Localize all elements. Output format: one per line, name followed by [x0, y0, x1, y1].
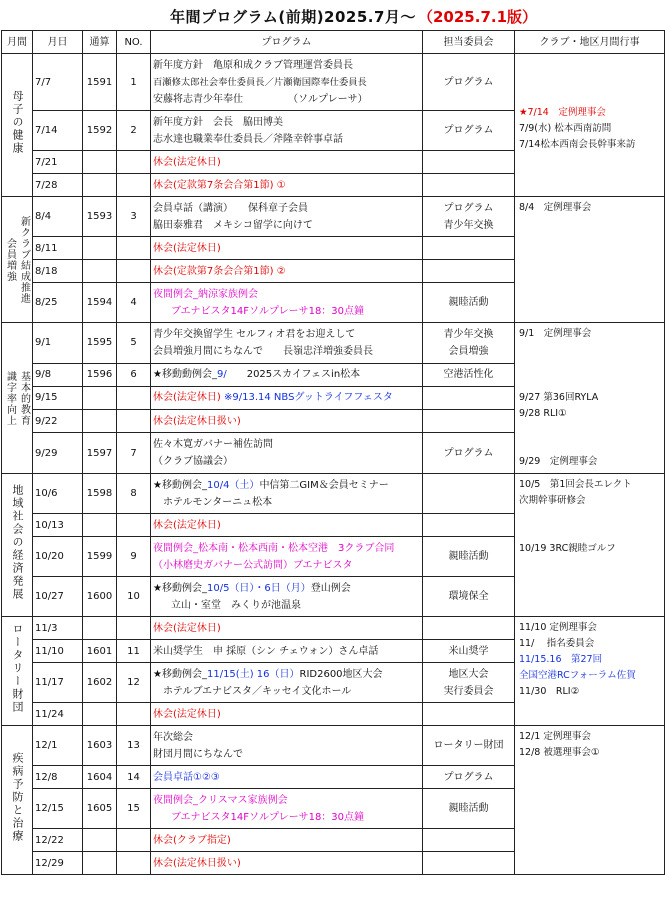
program-line — [153, 580, 420, 597]
program-line: 休会(定款第7条会合第1節) ① — [153, 179, 286, 191]
club-event: 9/28 RLI① — [519, 408, 567, 419]
program-line: 休会(法定休日) — [153, 622, 221, 634]
club-event: 10/19 3RC親睦ゴルフ — [519, 543, 616, 554]
header-no: NO. — [117, 31, 151, 54]
no-cell: 13 — [117, 726, 151, 766]
no-cell: 14 — [117, 766, 151, 789]
program-text: ★移動例会_ — [153, 582, 207, 594]
date-cell: 12/22 — [33, 829, 83, 852]
committee-cell — [423, 323, 515, 364]
total-cell: 1605 — [83, 789, 117, 829]
program-line: 佐々木寛ガバナー補佐訪問 — [153, 439, 273, 451]
program-line: 新年度方針 会長 脇田博美 — [153, 116, 283, 128]
total-cell: 1601 — [83, 640, 117, 663]
total-cell: 1604 — [83, 766, 117, 789]
club-event: 11/ 指名委員会 — [519, 638, 595, 649]
no-cell: 12 — [117, 663, 151, 703]
program-text: ※9/13.14 NBSグットライフフェスタ — [223, 392, 393, 404]
date-cell: 10/27 — [33, 577, 83, 617]
club-event: 12/8 被選理事会① — [519, 747, 600, 758]
date-cell: 12/15 — [33, 789, 83, 829]
no-cell — [117, 617, 151, 640]
club-event: 11/30 RLI② — [519, 686, 580, 697]
date-cell: 10/13 — [33, 514, 83, 537]
program-cell — [151, 197, 423, 237]
club-event: ★7/14 定例理事会 — [519, 107, 606, 118]
date-cell: 7/21 — [33, 151, 83, 174]
no-cell: 10 — [117, 577, 151, 617]
total-cell: 1597 — [83, 433, 117, 474]
date-cell: 8/11 — [33, 237, 83, 260]
month-theme: 母子の健康 — [11, 90, 24, 155]
month-theme-cell — [2, 726, 33, 875]
total-cell: 1591 — [83, 54, 117, 111]
program-text: 11/15(土) 16（日） — [206, 668, 300, 680]
date-cell: 9/29 — [33, 433, 83, 474]
club-event: 9/27 第36回RYLA — [519, 392, 599, 403]
club-event: 10/5 第1回会長エレクト — [519, 479, 632, 490]
date-cell: 11/3 — [33, 617, 83, 640]
club-event — [519, 374, 660, 390]
program-line: 財団月間にちなんで — [153, 748, 243, 760]
table-row — [2, 197, 665, 237]
date-cell: 7/14 — [33, 111, 83, 151]
program-cell — [151, 617, 423, 640]
program-cell — [151, 363, 423, 386]
program-cell — [151, 577, 423, 617]
program-cell — [151, 111, 423, 151]
date-cell: 11/17 — [33, 663, 83, 703]
committee-name: 空港活性化 — [443, 369, 494, 381]
program-text: 中信第二GIM＆会員セミナー — [259, 479, 389, 491]
club-events-cell — [515, 54, 665, 197]
club-event — [519, 342, 660, 358]
header-club-events: クラブ・地区月間行事 — [515, 31, 665, 54]
program-line — [153, 389, 420, 406]
date-cell: 9/1 — [33, 323, 83, 364]
no-cell: 15 — [117, 789, 151, 829]
program-line: ホテルブエナビスタ／キッセイ文化ホール — [163, 685, 352, 697]
program-cell — [151, 433, 423, 474]
program-text: 休会(法定休日) — [153, 392, 224, 404]
program-text: 2025スカイフェスin松本 — [226, 369, 361, 381]
program-line: 会員卓話（講演） 保科章子会員 — [153, 202, 308, 214]
no-cell: 6 — [117, 363, 151, 386]
no-cell — [117, 829, 151, 852]
committee-name: プログラム — [443, 771, 494, 783]
club-event — [519, 438, 660, 454]
page-header — [0, 0, 665, 30]
date-cell: 9/22 — [33, 410, 83, 433]
club-event: 全国空港RCフォーラム佐賀 — [519, 670, 636, 681]
total-cell — [83, 386, 117, 409]
header-row — [2, 31, 665, 54]
table-row — [2, 54, 665, 111]
date-cell: 12/1 — [33, 726, 83, 766]
program-line: 休会(クラブ指定) — [153, 834, 231, 846]
no-cell — [117, 386, 151, 409]
program-line: 会員増強月間にちなんで 長嶺忠洋増強委員長 — [153, 345, 373, 357]
month-theme-cell — [2, 197, 33, 323]
no-cell — [117, 514, 151, 537]
club-event: 11/15.16 第27回 — [519, 654, 603, 665]
date-cell: 7/7 — [33, 54, 83, 111]
date-cell: 11/10 — [33, 640, 83, 663]
program-cell — [151, 474, 423, 514]
page-title: 年間プログラム(前期)2025.7月～ — [170, 8, 416, 26]
program-line: 夜間例会_クリスマス家族例会 — [153, 794, 288, 806]
date-cell: 11/24 — [33, 703, 83, 726]
date-cell: 8/25 — [33, 283, 83, 323]
committee-name: 親睦活動 — [448, 297, 489, 308]
club-event: 8/4 定例理事会 — [519, 202, 592, 213]
no-cell — [117, 703, 151, 726]
program-cell — [151, 237, 423, 260]
date-cell: 12/29 — [33, 852, 83, 875]
club-event: 次期幹事研修会 — [519, 495, 586, 506]
committee-cell — [423, 151, 515, 174]
club-event — [519, 509, 660, 525]
month-theme: ロータリー財団 — [11, 623, 24, 714]
month-theme: 基本的教育 — [18, 370, 30, 426]
header-month: 月間 — [2, 31, 33, 54]
program-cell — [151, 260, 423, 283]
program-cell — [151, 703, 423, 726]
club-event — [519, 89, 660, 105]
committee-cell — [423, 283, 515, 323]
total-cell — [83, 617, 117, 640]
committee-cell — [423, 617, 515, 640]
month-theme-cell — [2, 54, 33, 197]
no-cell — [117, 174, 151, 197]
total-cell: 1594 — [83, 283, 117, 323]
committee-cell — [423, 829, 515, 852]
program-line: 休会(法定休日) — [153, 242, 221, 254]
program-cell — [151, 640, 423, 663]
total-cell: 1592 — [83, 111, 117, 151]
committee-cell — [423, 766, 515, 789]
month-theme: 地域社会の経済発展 — [11, 484, 24, 601]
program-cell — [151, 386, 423, 409]
no-cell — [117, 410, 151, 433]
header-program: プログラム — [151, 31, 423, 54]
program-line: 志水達也職業奉仕委員長／斧隆幸幹事卓話 — [153, 133, 343, 145]
no-cell: 2 — [117, 111, 151, 151]
total-cell — [83, 703, 117, 726]
program-line: 休会(法定休日) — [153, 156, 221, 168]
committee-cell — [423, 703, 515, 726]
no-cell — [117, 151, 151, 174]
committee-name: 青少年交換 — [443, 328, 494, 340]
total-cell: 1596 — [83, 363, 117, 386]
program-line: 安藤将志青少年奉仕 （ソルプレーサ） — [153, 93, 368, 105]
program-line: （クラブ協議会） — [153, 456, 233, 468]
month-theme-sub: 会員増強 — [4, 237, 16, 282]
program-line: 脇田泰雅君 メキシコ留学に向けて — [153, 219, 313, 231]
club-event — [519, 422, 660, 438]
program-cell — [151, 323, 423, 364]
program-line — [153, 366, 420, 383]
total-cell: 1603 — [83, 726, 117, 766]
program-text: RID2600地区大会 — [299, 668, 383, 680]
committee-cell — [423, 640, 515, 663]
total-cell — [83, 514, 117, 537]
committee-cell — [423, 237, 515, 260]
program-line: （小林磨史ガバナー公式訪問）ブエナビスタ — [153, 559, 353, 571]
month-theme-cell — [2, 323, 33, 474]
total-cell: 1599 — [83, 537, 117, 577]
version-label: （2025.7.1版） — [418, 8, 538, 26]
committee-cell — [423, 663, 515, 703]
committee-name: ロータリー財団 — [433, 740, 504, 751]
program-cell — [151, 537, 423, 577]
program-line: 休会(定款第7条会合第1節) ② — [153, 265, 286, 277]
program-line: 米山奨学生 申 採原（シン チェウォン）さん卓話 — [153, 645, 379, 657]
month-theme: 新クラブ結成推進 — [18, 215, 30, 304]
program-cell — [151, 789, 423, 829]
program-cell — [151, 410, 423, 433]
total-cell — [83, 260, 117, 283]
program-line: 休会(法定休日) — [153, 708, 221, 720]
committee-name: 青少年交換 — [443, 219, 494, 231]
no-cell — [117, 237, 151, 260]
date-cell: 9/8 — [33, 363, 83, 386]
committee-name: 親睦活動 — [448, 551, 489, 562]
date-cell: 7/28 — [33, 174, 83, 197]
program-cell — [151, 726, 423, 766]
no-cell — [117, 852, 151, 875]
program-line: 百瀬修太郎社会奉仕委員長／片瀬衛国際奉仕委員長 — [153, 76, 367, 88]
club-events-cell — [515, 323, 665, 474]
total-cell — [83, 410, 117, 433]
program-text: 登山例会 — [310, 582, 351, 594]
total-cell: 1598 — [83, 474, 117, 514]
total-cell — [83, 829, 117, 852]
program-line: 新年度方針 亀原和成クラブ管理運営委員長 — [153, 59, 353, 71]
no-cell: 9 — [117, 537, 151, 577]
club-event: 7/9(水) 松本西南訪問 — [519, 123, 612, 134]
committee-cell — [423, 433, 515, 474]
program-line: 休会(法定休日) — [153, 519, 221, 531]
total-cell: 1602 — [83, 663, 117, 703]
table-row — [2, 323, 665, 364]
total-cell: 1595 — [83, 323, 117, 364]
committee-name: 実行委員会 — [443, 685, 494, 697]
month-theme-cell — [2, 474, 33, 617]
club-events-cell — [515, 474, 665, 617]
program-line: ブエナビスタ14Fソルプレーサ18：30点鐘 — [171, 811, 365, 823]
program-cell — [151, 663, 423, 703]
program-line — [153, 477, 420, 494]
program-line: 年次総会 — [153, 731, 193, 743]
program-text: 9/ — [216, 369, 227, 381]
club-event — [519, 358, 660, 374]
program-table — [1, 30, 665, 875]
month-theme: 疾病予防と治療 — [11, 752, 24, 843]
table-row — [2, 474, 665, 514]
no-cell — [117, 260, 151, 283]
no-cell: 11 — [117, 640, 151, 663]
club-events-cell — [515, 726, 665, 875]
program-text: 10/4（土） — [206, 479, 260, 491]
program-line: ホテルモンターニュ松本 — [163, 496, 273, 508]
no-cell: 8 — [117, 474, 151, 514]
no-cell: 5 — [117, 323, 151, 364]
committee-cell — [423, 363, 515, 386]
program-text: ★移動例会_ — [153, 479, 207, 491]
program-cell — [151, 54, 423, 111]
program-line: 青少年交換留学生 セルフィオ君をお迎えして — [153, 328, 356, 340]
no-cell: 1 — [117, 54, 151, 111]
no-cell: 4 — [117, 283, 151, 323]
date-cell: 12/8 — [33, 766, 83, 789]
committee-cell — [423, 577, 515, 617]
club-event: 9/1 定例理事会 — [519, 328, 592, 339]
program-line: ブエナビスタ14Fソルプレーサ18：30点鐘 — [171, 305, 365, 317]
committee-cell — [423, 386, 515, 409]
program-cell — [151, 829, 423, 852]
program-line: 休会(法定休日扱い) — [153, 415, 241, 427]
date-cell: 8/4 — [33, 197, 83, 237]
month-theme-cell — [2, 617, 33, 726]
club-event — [519, 73, 660, 89]
date-cell: 8/18 — [33, 260, 83, 283]
program-cell — [151, 514, 423, 537]
club-event: 11/10 定例理事会 — [519, 622, 597, 633]
table-row — [2, 726, 665, 766]
committee-cell — [423, 789, 515, 829]
program-line: 立山・室堂 みくりが池温泉 — [171, 599, 301, 611]
committee-name: 環境保全 — [448, 591, 489, 602]
committee-name: 地区大会 — [448, 668, 489, 680]
committee-cell — [423, 410, 515, 433]
total-cell — [83, 174, 117, 197]
club-events-cell — [515, 617, 665, 726]
header-committee: 担当委員会 — [423, 31, 515, 54]
program-text: ★移動例会_ — [153, 668, 207, 680]
committee-cell — [423, 54, 515, 111]
committee-name: 会員増強 — [448, 345, 489, 357]
program-cell — [151, 766, 423, 789]
program-text: 10/5（日）・6日（月） — [206, 582, 311, 594]
committee-name: 親睦活動 — [448, 803, 489, 814]
committee-cell — [423, 537, 515, 577]
club-event: 12/1 定例理事会 — [519, 731, 591, 742]
total-cell — [83, 852, 117, 875]
committee-cell — [423, 514, 515, 537]
program-line: 夜間例会_松本南・松本西南・松本空港 3クラブ合同 — [153, 542, 395, 554]
club-event: 9/29 定例理事会 — [519, 456, 598, 467]
program-cell — [151, 174, 423, 197]
club-event: 7/14松本西南会長幹事来訪 — [519, 139, 636, 150]
committee-cell — [423, 474, 515, 514]
date-cell: 10/6 — [33, 474, 83, 514]
no-cell: 7 — [117, 433, 151, 474]
month-theme-sub: 識字率向上 — [4, 370, 16, 426]
committee-name: プログラム — [443, 125, 494, 136]
program-line: 休会(法定休日扱い) — [153, 857, 241, 869]
program-cell — [151, 283, 423, 323]
committee-cell — [423, 852, 515, 875]
total-cell — [83, 237, 117, 260]
total-cell: 1600 — [83, 577, 117, 617]
date-cell: 9/15 — [33, 386, 83, 409]
committee-cell — [423, 174, 515, 197]
program-line — [153, 666, 420, 683]
committee-name: 米山奨学 — [448, 645, 489, 657]
no-cell: 3 — [117, 197, 151, 237]
committee-cell — [423, 726, 515, 766]
table-row — [2, 617, 665, 640]
club-event — [519, 525, 660, 541]
program-cell — [151, 151, 423, 174]
committee-name: プログラム — [443, 202, 494, 214]
date-cell: 10/20 — [33, 537, 83, 577]
committee-name: プログラム — [443, 447, 494, 459]
total-cell: 1593 — [83, 197, 117, 237]
club-event — [519, 57, 660, 73]
committee-cell — [423, 111, 515, 151]
program-line: 会員卓話①②③ — [153, 771, 220, 783]
header-date: 月日 — [33, 31, 83, 54]
total-cell — [83, 151, 117, 174]
program-text: ★移動動例会_ — [153, 369, 217, 381]
committee-name: プログラム — [443, 76, 494, 88]
committee-cell — [423, 197, 515, 237]
program-line: 夜間例会_納涼家族例会 — [153, 288, 258, 300]
program-cell — [151, 852, 423, 875]
club-events-cell — [515, 197, 665, 323]
header-total: 通算 — [83, 31, 117, 54]
committee-cell — [423, 260, 515, 283]
table-body — [2, 54, 665, 875]
